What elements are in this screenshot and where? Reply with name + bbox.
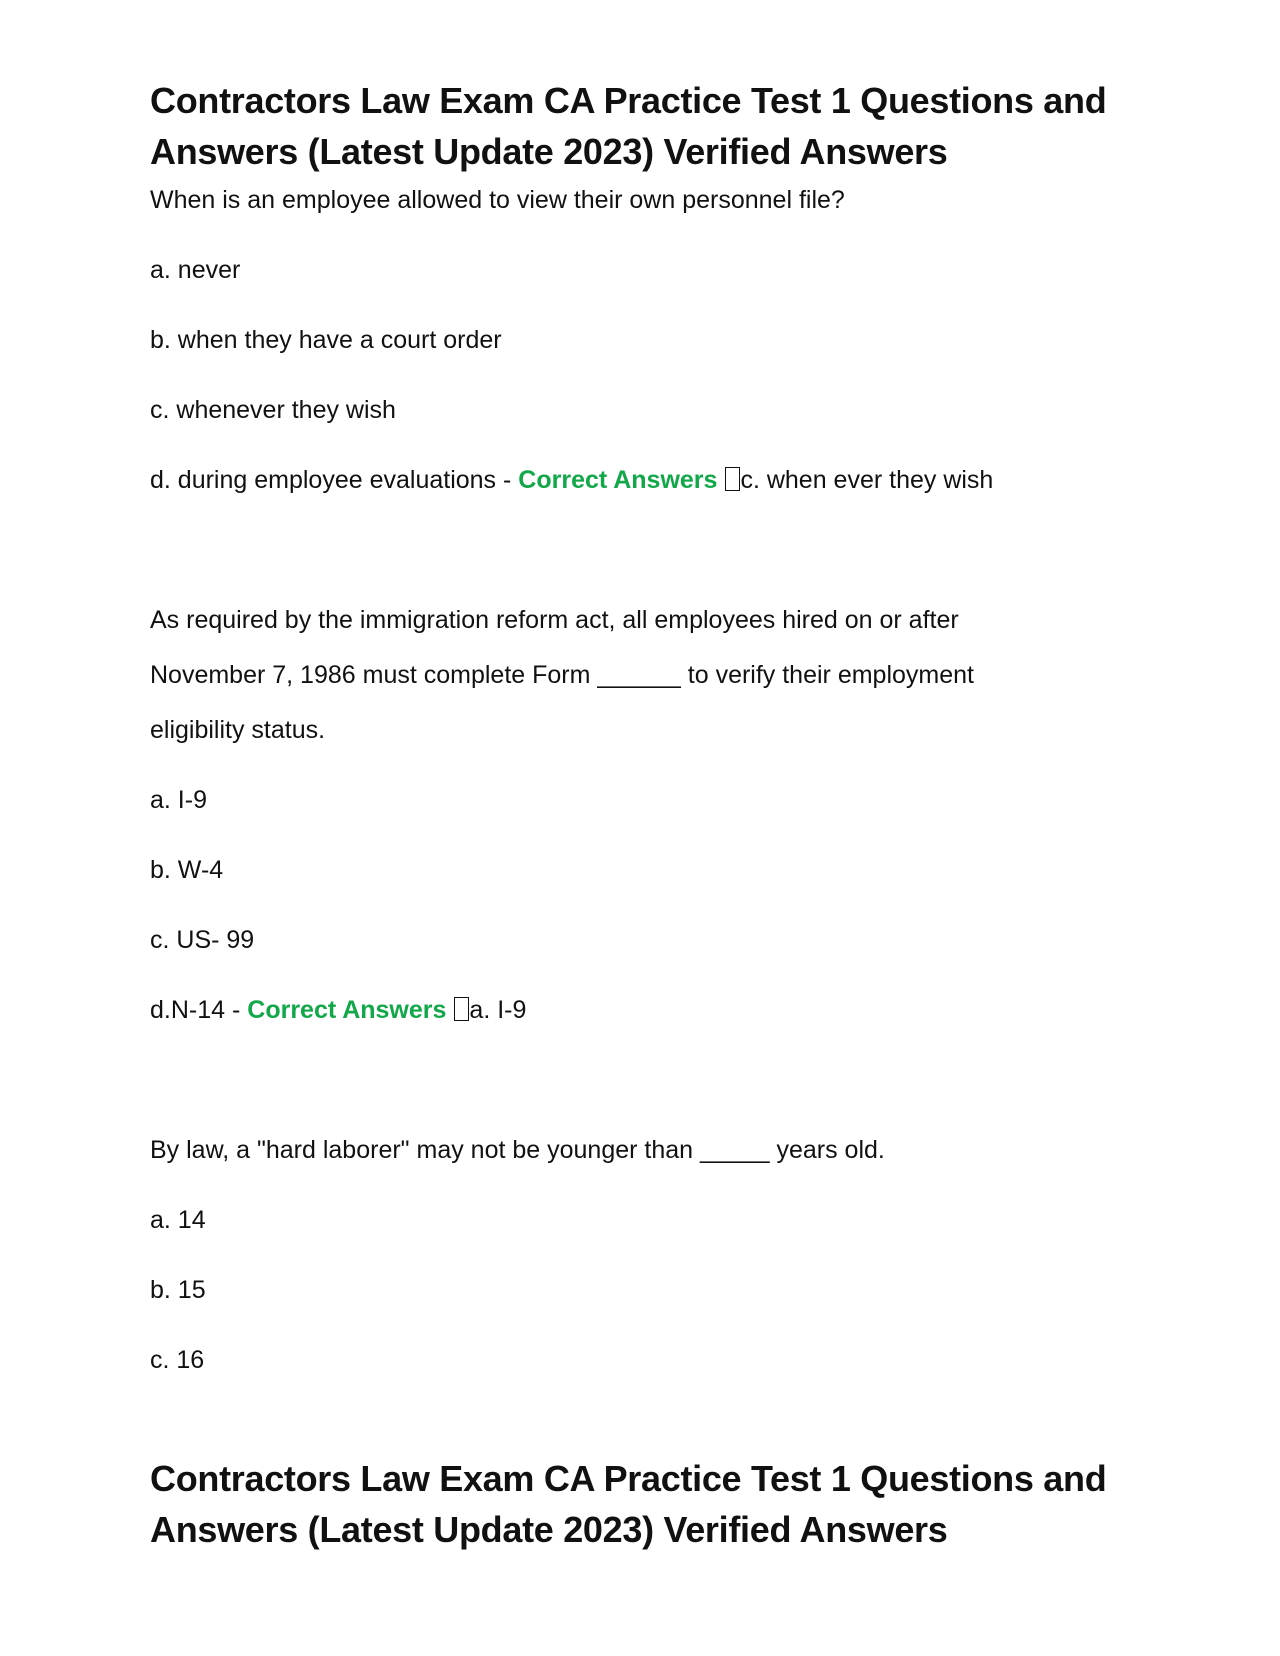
document-footer-title: Contractors Law Exam CA Practice Test 1 Questions and Answers (Latest Update 2023) Verified Answers	[150, 1458, 1107, 1550]
question-2-option-b: b. W-4	[150, 856, 224, 884]
correct-answers-label: Correct Answers	[247, 996, 447, 1024]
question-1-option-c: c. whenever they wish	[150, 396, 396, 424]
question-2-text-line-2: November 7, 1986 must complete Form ______ to verify their employment	[150, 661, 974, 689]
question-2-option-c: c. US- 99	[150, 926, 255, 954]
question-3-option-c: c. 16	[150, 1346, 205, 1374]
question-2-option-d-row	[150, 994, 526, 1026]
question-3-option-a: a. 14	[150, 1206, 206, 1234]
question-3-text: By law, a "hard laborer" may not be younger than _____ years old.	[150, 1136, 885, 1164]
checkbox-glyph-icon	[454, 997, 469, 1021]
checkbox-glyph-icon	[725, 467, 740, 491]
question-2-option-d: d.N-14 -	[150, 996, 248, 1024]
question-1-option-d: d. during employee evaluations -	[150, 466, 519, 494]
question-3-option-b: b. 15	[150, 1276, 206, 1304]
question-1-option-b: b. when they have a court order	[150, 326, 502, 354]
question-1-option-d-row	[150, 464, 993, 496]
question-2-option-a: a. I-9	[150, 786, 207, 814]
correct-answers-label: Correct Answers	[518, 466, 718, 494]
question-1-option-a: a. never	[150, 256, 241, 284]
document-title: Contractors Law Exam CA Practice Test 1 Questions and Answers (Latest Update 2023) Verified Answers	[150, 80, 1107, 172]
question-2-answer: a. I-9	[469, 996, 527, 1024]
question-2-text-line-1: As required by the immigration reform act, all employees hired on or after	[150, 606, 959, 634]
question-1-answer: c. when ever they wish	[740, 466, 994, 494]
question-1-text: When is an employee allowed to view their own personnel file?	[150, 186, 845, 214]
question-2-text-line-3: eligibility status.	[150, 716, 326, 744]
